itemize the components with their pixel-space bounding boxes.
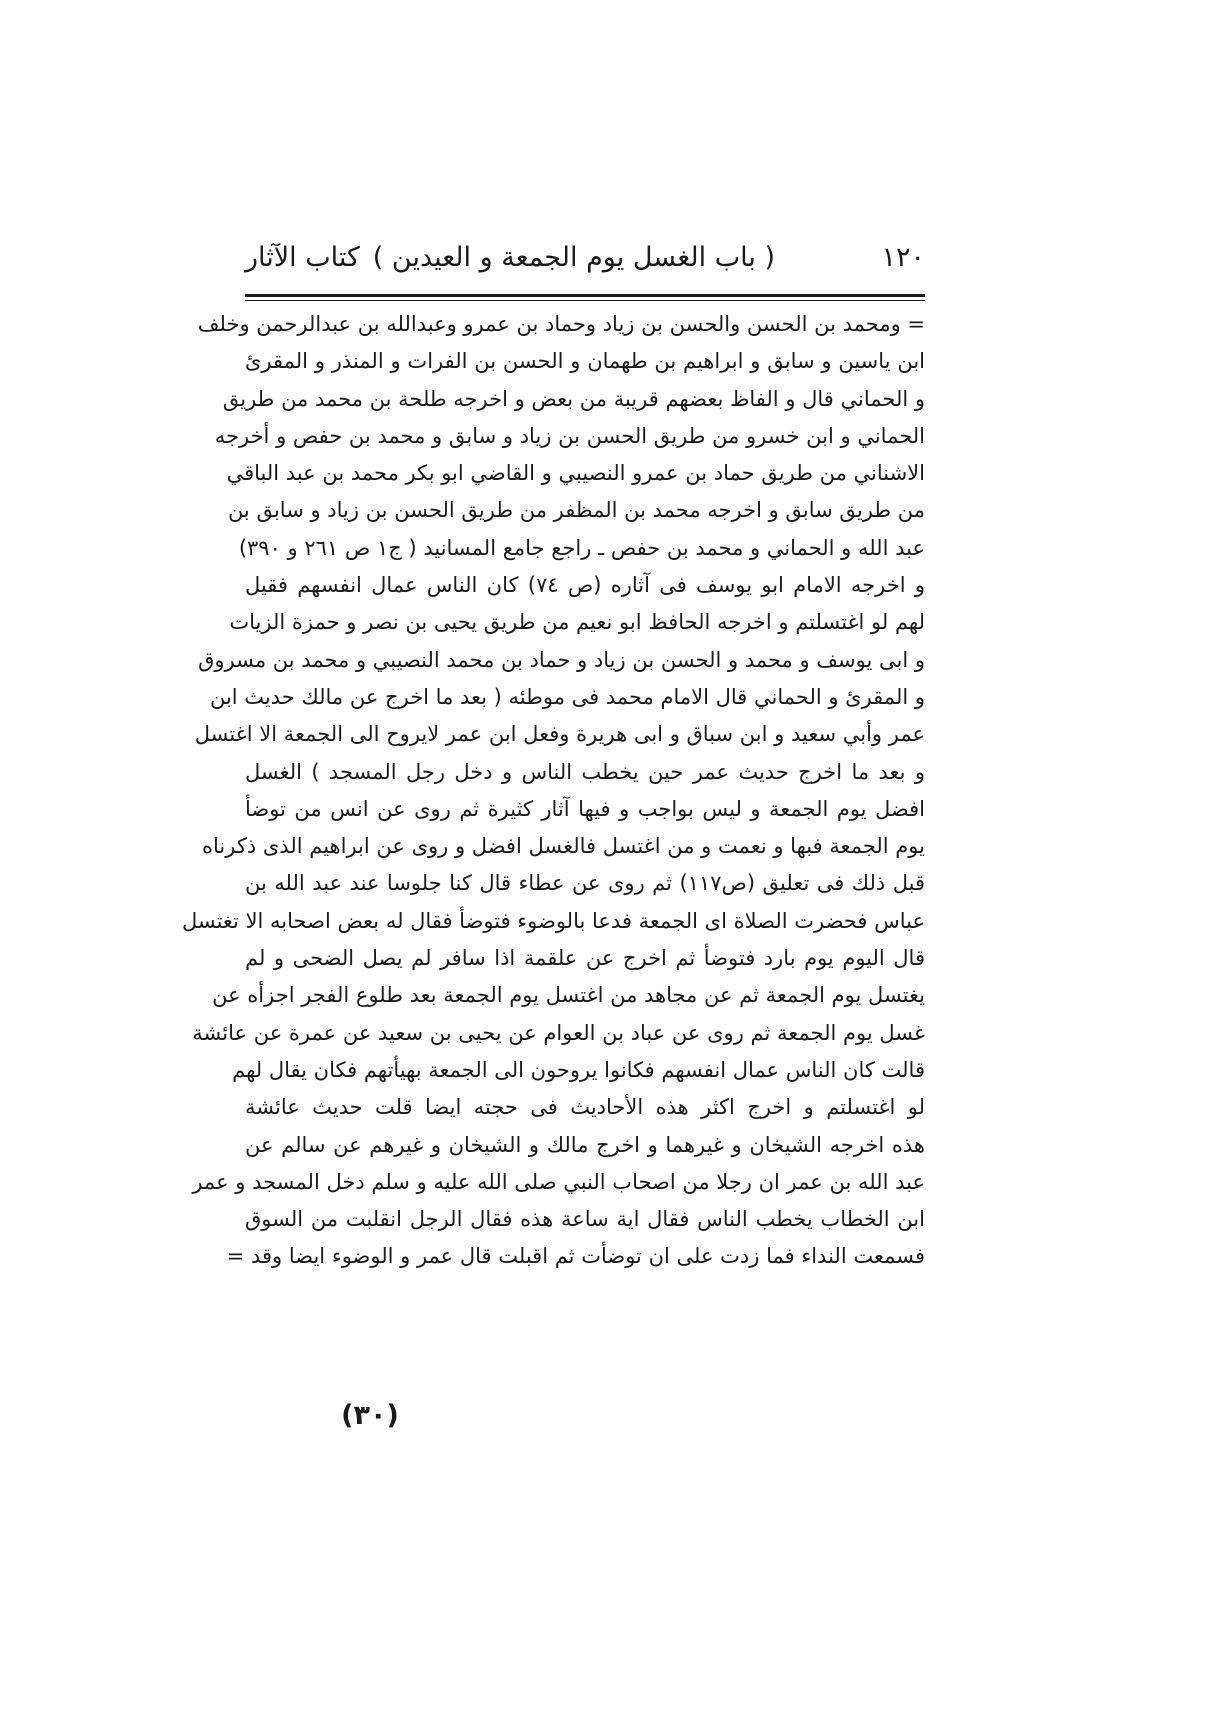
- text-line: عمر وأبي سعيد و ابن سباق و ابى هريرة وفعل ابن عمر لايروح الى الجمعة الا اغتسل: [194, 722, 925, 747]
- text-line: الاشناني من طريق حماد بن عمرو النصيبي و القاضي ابو بكر محمد بن عبد الباقي: [226, 461, 925, 486]
- text-line: و المقرئ و الحماني قال الامام محمد فى موطئه ( بعد ما اخرج عن مالك حديث ابن: [209, 684, 925, 709]
- text-line: افضل يوم الجمعة و ليس بواجب و فيها آثار كثيرة ثم روى عن انس من توضأ: [245, 796, 925, 821]
- text-line: يغتسل يوم الجمعة ثم عن مجاهد من اغتسل يوم الجمعة بعد طلوع الفجر اجزأه عن: [212, 983, 925, 1008]
- text-line: قبل ذلك فى تعليق (ص١١٧) ثم روى عن عطاء قال كنا جلوسا عند عبد الله بن: [245, 871, 925, 896]
- text-line: و ابى يوسف و محمد و الحسن بن زياد و حماد بن محمد النصيبي و محمد بن مسروق: [198, 647, 925, 672]
- page-number: ١٢٠: [881, 242, 925, 273]
- text-line: ابن ياسين و سابق و ابراهيم بن طهمان و الحسن بن الفرات و المنذر و المقرئ: [245, 349, 925, 374]
- text-line: قالت كان الناس عمال انفسهم فكانوا يروحون الى الجمعة بهيأتهم فكان يقال لهم: [232, 1057, 925, 1082]
- body-text: [181, 306, 925, 1276]
- text-line: و الحماني قال و الفاظ بعضهم قريبة من بعض و اخرجه طلحة بن محمد من طريق: [222, 386, 925, 411]
- text-line: و بعد ما اخرج حديث عمر حين يخطب الناس و دخل رجل المسجد ) الغسل: [245, 759, 925, 784]
- text-line: = ومحمد بن الحسن والحسن بن زياد وحماد بن عمرو وعبدالله بن عبدالرحمن وخلف: [197, 312, 925, 336]
- text-line: فسمعت النداء فما زدت على ان توضأت ثم اقبلت قال عمر و الوضوء ايضا وقد =: [226, 1244, 925, 1269]
- chapter-title: ( باب الغسل يوم الجمعة و العيدين ): [372, 242, 775, 273]
- header-rule-thin: [245, 300, 925, 301]
- text-line: هذه اخرجه الشيخان و غيرهما و اخرج مالك و الشيخان و غيرهم عن سالم عن: [245, 1132, 925, 1157]
- text-line: عبد الله و الحماني و محمد بن حفص ـ راجع جامع المسانيد ( ج١ ص ٢٦١ و ٣٩٠): [238, 535, 925, 560]
- text-line: لهم لو اغتسلتم و اخرجه الحافظ ابو نعيم من طريق يحيى بن نصر و حمزة الزيات: [229, 610, 925, 635]
- text-line: قال اليوم يوم بارد فتوضأ ثم اخرج عن علقمة اذا سافر لم يصل الضحى و لم: [245, 946, 925, 971]
- text-line: و اخرجه الامام ابو يوسف فى آثاره (ص ٧٤) كان الناس عمال انفسهم فقيل: [245, 573, 925, 598]
- text-line: ابن الخطاب يخطب الناس فقال اية ساعة هذه فقال الرجل انقلبت من السوق: [245, 1207, 925, 1232]
- book-title: كتاب الآثار: [245, 242, 360, 273]
- page-header: [245, 238, 925, 288]
- header-rule-thick: [245, 294, 925, 297]
- text-line: لو اغتسلتم و اخرج اكثر هذه الأحاديث فى حجته ايضا قلت حديث عائشة: [245, 1095, 925, 1120]
- text-line: الحماني و ابن خسرو من طريق الحسن بن زياد و سابق و محمد بن حفص و أخرجه: [214, 423, 925, 448]
- text-line: عباس فحضرت الصلاة اى الجمعة فدعا بالوضوء فتوضأ فقال له بعض اصحابه الا تغتسل: [181, 908, 925, 933]
- signature-number: (٣٠): [341, 1400, 399, 1431]
- text-line: من طريق سابق و اخرجه محمد بن المظفر من طريق الحسن بن زياد و سابق بن: [227, 498, 925, 523]
- text-line: يوم الجمعة فبها و نعمت و من اغتسل فالغسل افضل و روى عن ابراهيم الذى ذكرناه: [202, 834, 925, 859]
- text-line: غسل يوم الجمعة ثم روى عن عباد بن العوام عن يحيى بن سعيد عن عمرة عن عائشة: [192, 1020, 925, 1045]
- text-line: عبد الله بن عمر ان رجلا من اصحاب النبي صلى الله عليه و سلم دخل المسجد و عمر: [192, 1169, 925, 1194]
